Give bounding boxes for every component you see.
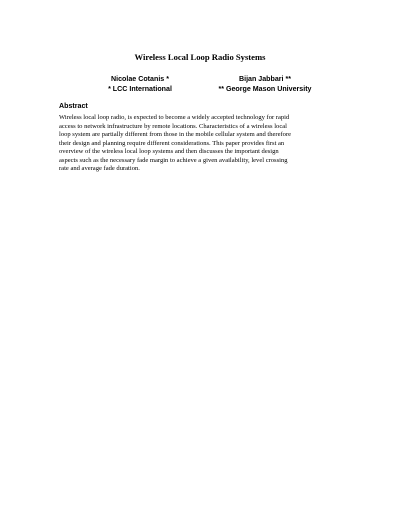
- paper-title: Wireless Local Loop Radio Systems: [134, 52, 266, 62]
- author-affiliation: ** George Mason University: [218, 84, 312, 93]
- author-second: [200, 75, 330, 94]
- abstract-heading: Abstract: [59, 102, 88, 110]
- abstract-line: access to network infrastructure by remote locations. Characteristics of a wireless local: [59, 122, 287, 130]
- abstract-line: their design and planning require different considerations. This paper provides first an: [59, 139, 285, 147]
- abstract-line: rate and average fade duration.: [59, 165, 140, 173]
- abstract-line: Wireless local loop radio, is expected to become a widely accepted technology for rapid: [59, 114, 290, 121]
- author-block: [88, 75, 338, 99]
- abstract-line: overview of the wireless local loop systems and then discusses the important design: [59, 148, 279, 156]
- abstract-line: loop system are partially different from those in the mobile cellular system and therefore: [59, 131, 292, 139]
- author-name: Nicolae Cotanis *: [111, 75, 169, 83]
- abstract-body: [59, 114, 343, 174]
- author-name: Bijan Jabbari **: [238, 75, 292, 83]
- author-affiliation: * LCC International: [108, 84, 172, 93]
- abstract-line: aspects such as the necessary fade margin to achieve a given availability, level crossing: [59, 156, 288, 164]
- author-first: [90, 75, 190, 94]
